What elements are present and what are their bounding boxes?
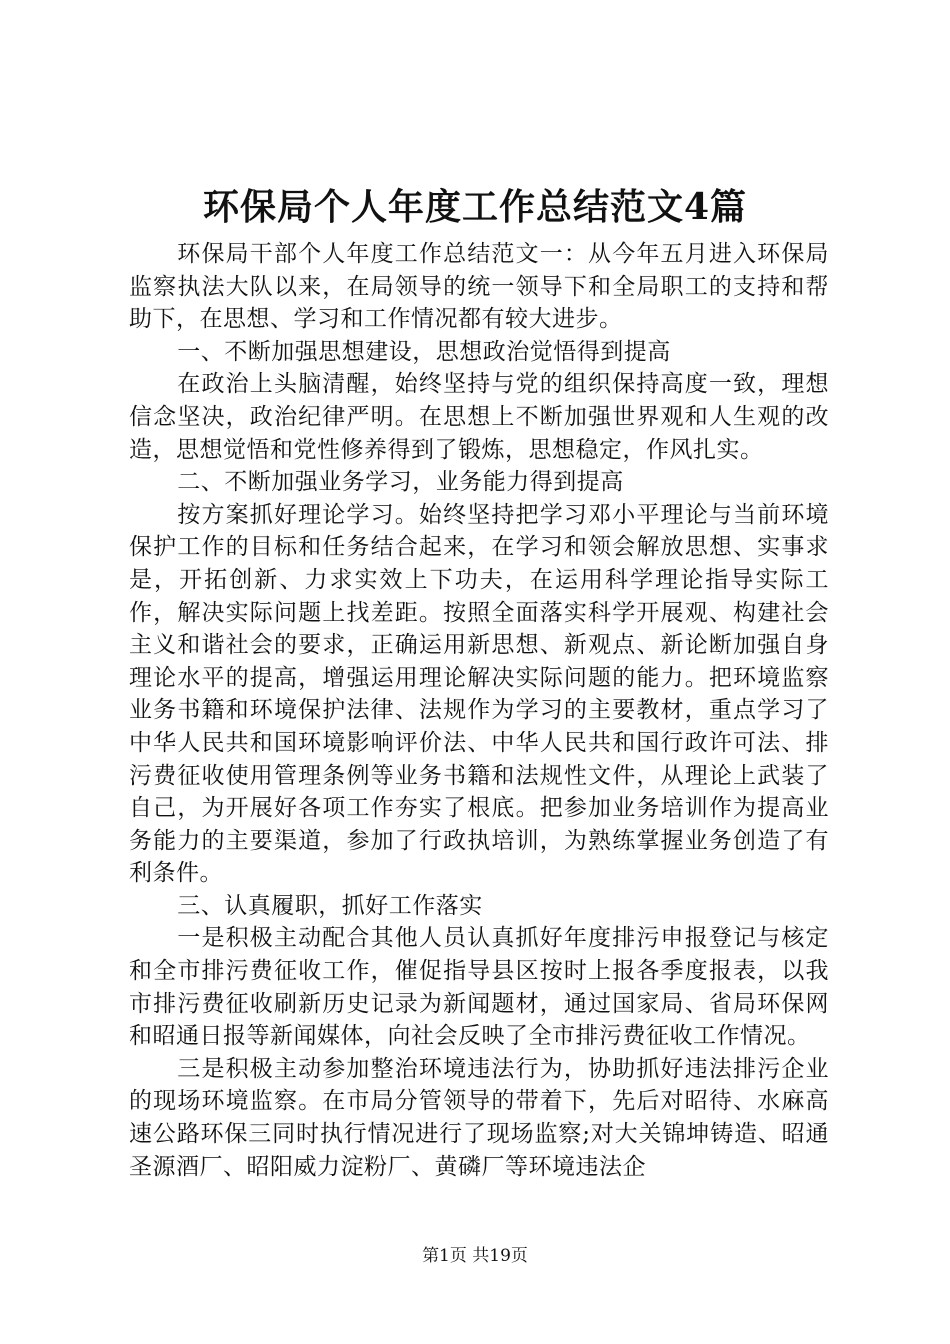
section-heading-2: 二、不断加强业务学习，业务能力得到提高 (177, 469, 624, 496)
section-heading-1: 一、不断加强思想建设，思想政治觉悟得到提高 (177, 338, 671, 365)
section-heading-3: 三、认真履职，抓好工作落实 (177, 892, 483, 919)
document-body (129, 238, 829, 1183)
paragraph-section-1: 在政治上头脑清醒，始终坚持与党的组织保持高度一致，理想信念坚决，政治纪律严明。在思想上不断加强世界观和人生观的改造，思想觉悟和党性修养得到了锻炼，思想稳定，作风扎实。 (129, 371, 829, 463)
paragraph-section-3-item-1: 一是积极主动配合其他人员认真抓好年度排污申报登记与核定和全市排污费征收工作，催促指导县区按时上报各季度报表，以我市排污费征收刷新历史记录为新闻题材，通过国家局、省局环保网和昭通日报等新闻媒体，向社会反映了全市排污费征收工作情况。 (129, 925, 829, 1050)
document-title: 环保局个人年度工作总结范文4篇 (202, 186, 748, 228)
paragraph-section-2: 按方案抓好理论学习。始终坚持把学习邓小平理论与当前环境保护工作的目标和任务结合起来，在学习和领会解放思想、实事求是，开拓创新、力求实效上下功夫，在运用科学理论指导实际工作，解决实际问题上找差距。按照全面落实科学开展观、构建社会主义和谐社会的要求，正确运用新思想、新观点、新论断加强自身理论水平的提高，增强运用理论解决实际问题的能力。把环境监察业务书籍和环境保护法律、法规作为学习的主要教材，重点学习了中华人民共和国环境影响评价法、中华人民共和国行政许可法、排污费征收使用管理条例等业务书籍和法规性文件，从理论上武装了自己，为开展好各项工作夯实了根底。把参加业务培训作为提高业务能力的主要渠道，参加了行政执培训，为熟练掌握业务创造了有利条件。 (129, 501, 829, 887)
paragraph-intro: 环保局干部个人年度工作总结范文一：从今年五月进入环保局监察执法大队以来，在局领导的统一领导下和全局职工的支持和帮助下，在思想、学习和工作情况都有较大进步。 (129, 241, 829, 333)
page-number-footer: 第1页 共19页 (422, 1246, 528, 1266)
paragraph-section-3-item-3: 三是积极主动参加整治环境违法行为，协助抓好违法排污企业的现场环境监察。在市局分管领导的带着下，先后对昭待、水麻高速公路环保三同时执行情况进行了现场监察;对大关锦坤铸造、昭通圣源酒厂、昭阳威力淀粉厂、黄磷厂等环境违法企 (129, 1055, 829, 1180)
